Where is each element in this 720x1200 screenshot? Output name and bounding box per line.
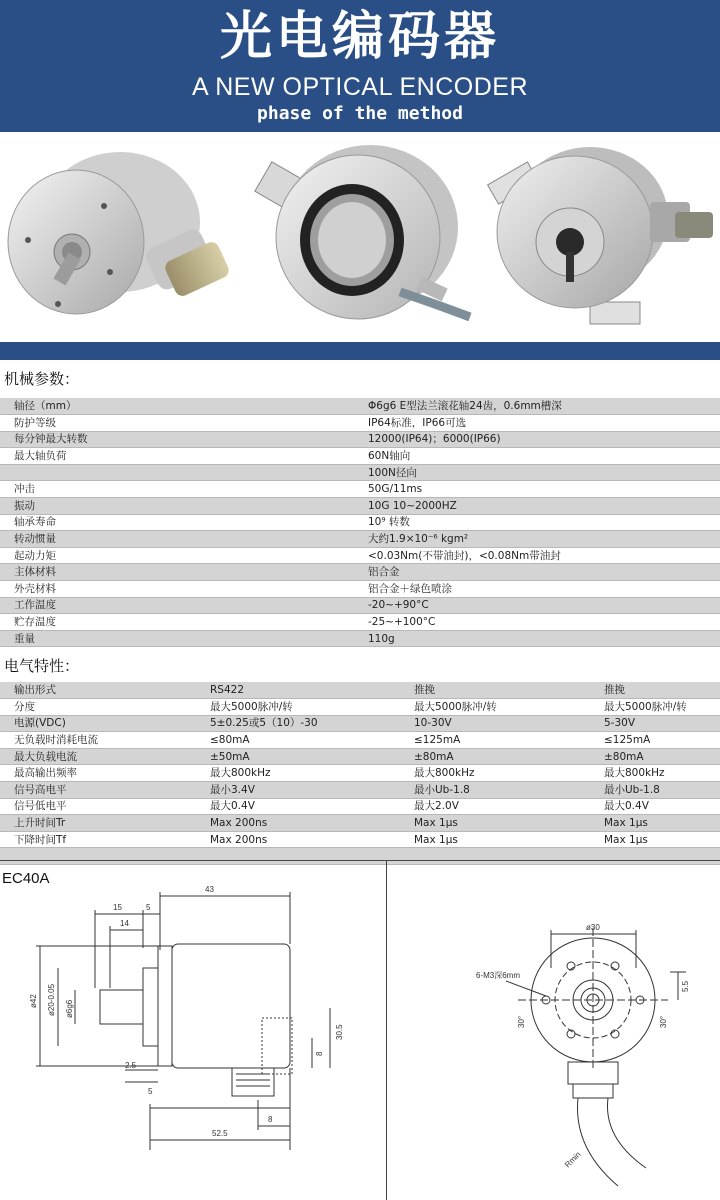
electrical-cell: 5±0.25或5（10）-30 <box>208 715 412 732</box>
mechanical-value: -20~+90°C <box>366 597 720 614</box>
photo-footer-bar <box>0 342 720 360</box>
electrical-cell: ±80mA <box>412 748 602 765</box>
dim-52-5: 52.5 <box>212 1129 228 1138</box>
mechanical-row <box>0 464 720 481</box>
dim-8-bottom: 8 <box>268 1115 273 1124</box>
banner-subtitle: phase of the method <box>257 103 463 124</box>
electrical-cell: Max 200ns <box>208 815 412 832</box>
mechanical-label: 最大轴负荷 <box>0 448 366 465</box>
mechanical-row <box>0 481 720 498</box>
electrical-cell: Max 1μs <box>602 815 720 832</box>
mechanical-table <box>0 398 720 647</box>
electrical-cell: 最大800kHz <box>208 765 412 782</box>
mechanical-value: 110g <box>366 630 720 647</box>
mechanical-value: 60N轴向 <box>366 448 720 465</box>
dim-30-5: 30.5 <box>335 1024 344 1040</box>
mechanical-label: 防护等级 <box>0 415 366 432</box>
drawing-divider <box>386 860 387 1200</box>
electrical-cell: ±80mA <box>602 748 720 765</box>
electrical-cell: 推挽 <box>412 682 602 699</box>
electrical-cell: 最大2.0V <box>412 798 602 815</box>
electrical-cell: 最高输出频率 <box>0 765 208 782</box>
electrical-cell: 电源(VDC) <box>0 715 208 732</box>
electrical-cell: Max 1μs <box>412 815 602 832</box>
model-label: EC40A <box>2 870 50 887</box>
electrical-cell: 最大5000脉冲/转 <box>602 699 720 716</box>
mechanical-row <box>0 614 720 631</box>
banner-title-cn: 光电编码器 <box>219 7 500 67</box>
dim-43: 43 <box>205 885 214 894</box>
electrical-cell: 推挽 <box>602 682 720 699</box>
dim-15: 15 <box>113 903 122 912</box>
dim-d20: ø20-0.05 <box>47 983 56 1016</box>
electrical-cell: Max 200ns <box>208 831 412 848</box>
mechanical-label: 轴承寿命 <box>0 514 366 531</box>
mechanical-row <box>0 564 720 581</box>
electrical-cell: Max 1μs <box>412 831 602 848</box>
electrical-cell: 最大0.4V <box>208 798 412 815</box>
electrical-table <box>0 682 720 865</box>
electrical-cell: 最大5000脉冲/转 <box>412 699 602 716</box>
mechanical-label: 冲击 <box>0 481 366 498</box>
electrical-row <box>0 831 720 848</box>
dim-5-bottom: 5 <box>148 1087 153 1096</box>
hollow-shaft-encoder-photo <box>240 132 480 342</box>
electrical-cell: 最小3.4V <box>208 782 412 799</box>
electrical-cell: 最大负载电流 <box>0 748 208 765</box>
mechanical-row <box>0 514 720 531</box>
electrical-cell: 信号高电平 <box>0 782 208 799</box>
mechanical-label: 贮存温度 <box>0 614 366 631</box>
angle-30-left: 30° <box>517 1015 526 1028</box>
mechanical-label: 轴径（mm） <box>0 398 366 415</box>
mechanical-row <box>0 431 720 448</box>
dim-14: 14 <box>120 919 129 928</box>
dimension-drawings <box>0 860 720 1200</box>
mechanical-label: 主体材料 <box>0 564 366 581</box>
mechanical-row <box>0 448 720 465</box>
mechanical-value: 大约1.9×10⁻⁶ kgm² <box>366 531 720 548</box>
electrical-cell: 输出形式 <box>0 682 208 699</box>
electrical-cell: 10-30V <box>412 715 602 732</box>
mechanical-value: 12000(IP64)；6000(IP66) <box>366 431 720 448</box>
dim-d42: ø42 <box>29 994 38 1008</box>
electrical-row <box>0 732 720 749</box>
dim-5-5: 5.5 <box>681 980 690 992</box>
mechanical-label: 重量 <box>0 630 366 647</box>
electrical-cell: 无负载时消耗电流 <box>0 732 208 749</box>
dim-6-m3: 6-M3深6mm <box>476 971 521 980</box>
mechanical-value: IP64标准，IP66可选 <box>366 415 720 432</box>
electrical-cell: 最大0.4V <box>602 798 720 815</box>
mechanical-row <box>0 398 720 415</box>
blind-hollow-encoder-photo <box>480 132 720 342</box>
mechanical-label: 起动力矩 <box>0 547 366 564</box>
mechanical-row <box>0 547 720 564</box>
mechanical-row <box>0 531 720 548</box>
dim-5-top: 5 <box>146 903 151 912</box>
mechanical-label: 振动 <box>0 498 366 515</box>
header-banner <box>0 0 720 132</box>
mechanical-value: 10G 10~2000HZ <box>366 498 720 515</box>
product-photos <box>0 132 720 342</box>
electrical-cell: 最大800kHz <box>602 765 720 782</box>
electrical-row <box>0 715 720 732</box>
electrical-cell: ≤125mA <box>412 732 602 749</box>
electrical-section-title: 电气特性： <box>4 657 80 675</box>
electrical-row <box>0 815 720 832</box>
electrical-cell: RS422 <box>208 682 412 699</box>
dim-d30: ø30 <box>586 923 600 932</box>
front-view-drawing <box>388 868 718 1198</box>
electrical-row <box>0 765 720 782</box>
mechanical-label: 每分钟最大转数 <box>0 431 366 448</box>
mechanical-label: 外壳材料 <box>0 581 366 598</box>
mechanical-value: 铝合金＋绿色喷涂 <box>366 581 720 598</box>
mechanical-row <box>0 415 720 432</box>
electrical-cell: 最小Ub-1.8 <box>412 782 602 799</box>
mechanical-value: Φ6g6 E型法兰滚花轴24齿，0.6mm槽深 <box>366 398 720 415</box>
solid-shaft-encoder-photo <box>0 132 240 342</box>
electrical-row <box>0 699 720 716</box>
electrical-cell: 最大5000脉冲/转 <box>208 699 412 716</box>
electrical-cell: 上升时间Tr <box>0 815 208 832</box>
mechanical-row <box>0 597 720 614</box>
electrical-cell: ±50mA <box>208 748 412 765</box>
mechanical-row <box>0 630 720 647</box>
mechanical-value: <0.03Nm(不带油封)，<0.08Nm带油封 <box>366 547 720 564</box>
dim-8-right: 8 <box>315 1051 324 1056</box>
electrical-row <box>0 682 720 699</box>
mechanical-value: 100N径向 <box>366 464 720 481</box>
electrical-row <box>0 798 720 815</box>
electrical-cell: 最小Ub-1.8 <box>602 782 720 799</box>
mechanical-value: 铝合金 <box>366 564 720 581</box>
dim-rmin: Rmin <box>563 1149 583 1170</box>
mechanical-section-title: 机械参数： <box>4 370 80 388</box>
dim-2-5: 2.5 <box>125 1061 137 1070</box>
mechanical-value: -25~+100°C <box>366 614 720 631</box>
mechanical-value: 10⁹ 转数 <box>366 514 720 531</box>
electrical-cell: 分度 <box>0 699 208 716</box>
electrical-cell: 信号低电平 <box>0 798 208 815</box>
electrical-cell: 最大800kHz <box>412 765 602 782</box>
electrical-cell: 5-30V <box>602 715 720 732</box>
electrical-cell: ≤80mA <box>208 732 412 749</box>
mechanical-row <box>0 498 720 515</box>
mechanical-label <box>0 464 366 481</box>
electrical-cell: ≤125mA <box>602 732 720 749</box>
electrical-cell: Max 1μs <box>602 831 720 848</box>
electrical-row <box>0 782 720 799</box>
mechanical-label: 转动惯量 <box>0 531 366 548</box>
side-view-drawing <box>0 868 386 1198</box>
mechanical-value: 50G/11ms <box>366 481 720 498</box>
angle-30-right: 30° <box>659 1015 668 1028</box>
banner-title-en: A NEW OPTICAL ENCODER <box>191 73 528 101</box>
mechanical-row <box>0 581 720 598</box>
dim-d6: ø6g6 <box>65 999 74 1018</box>
mechanical-label: 工作温度 <box>0 597 366 614</box>
drawing-top-line <box>0 860 720 861</box>
electrical-row <box>0 748 720 765</box>
electrical-cell: 下降时间Tf <box>0 831 208 848</box>
